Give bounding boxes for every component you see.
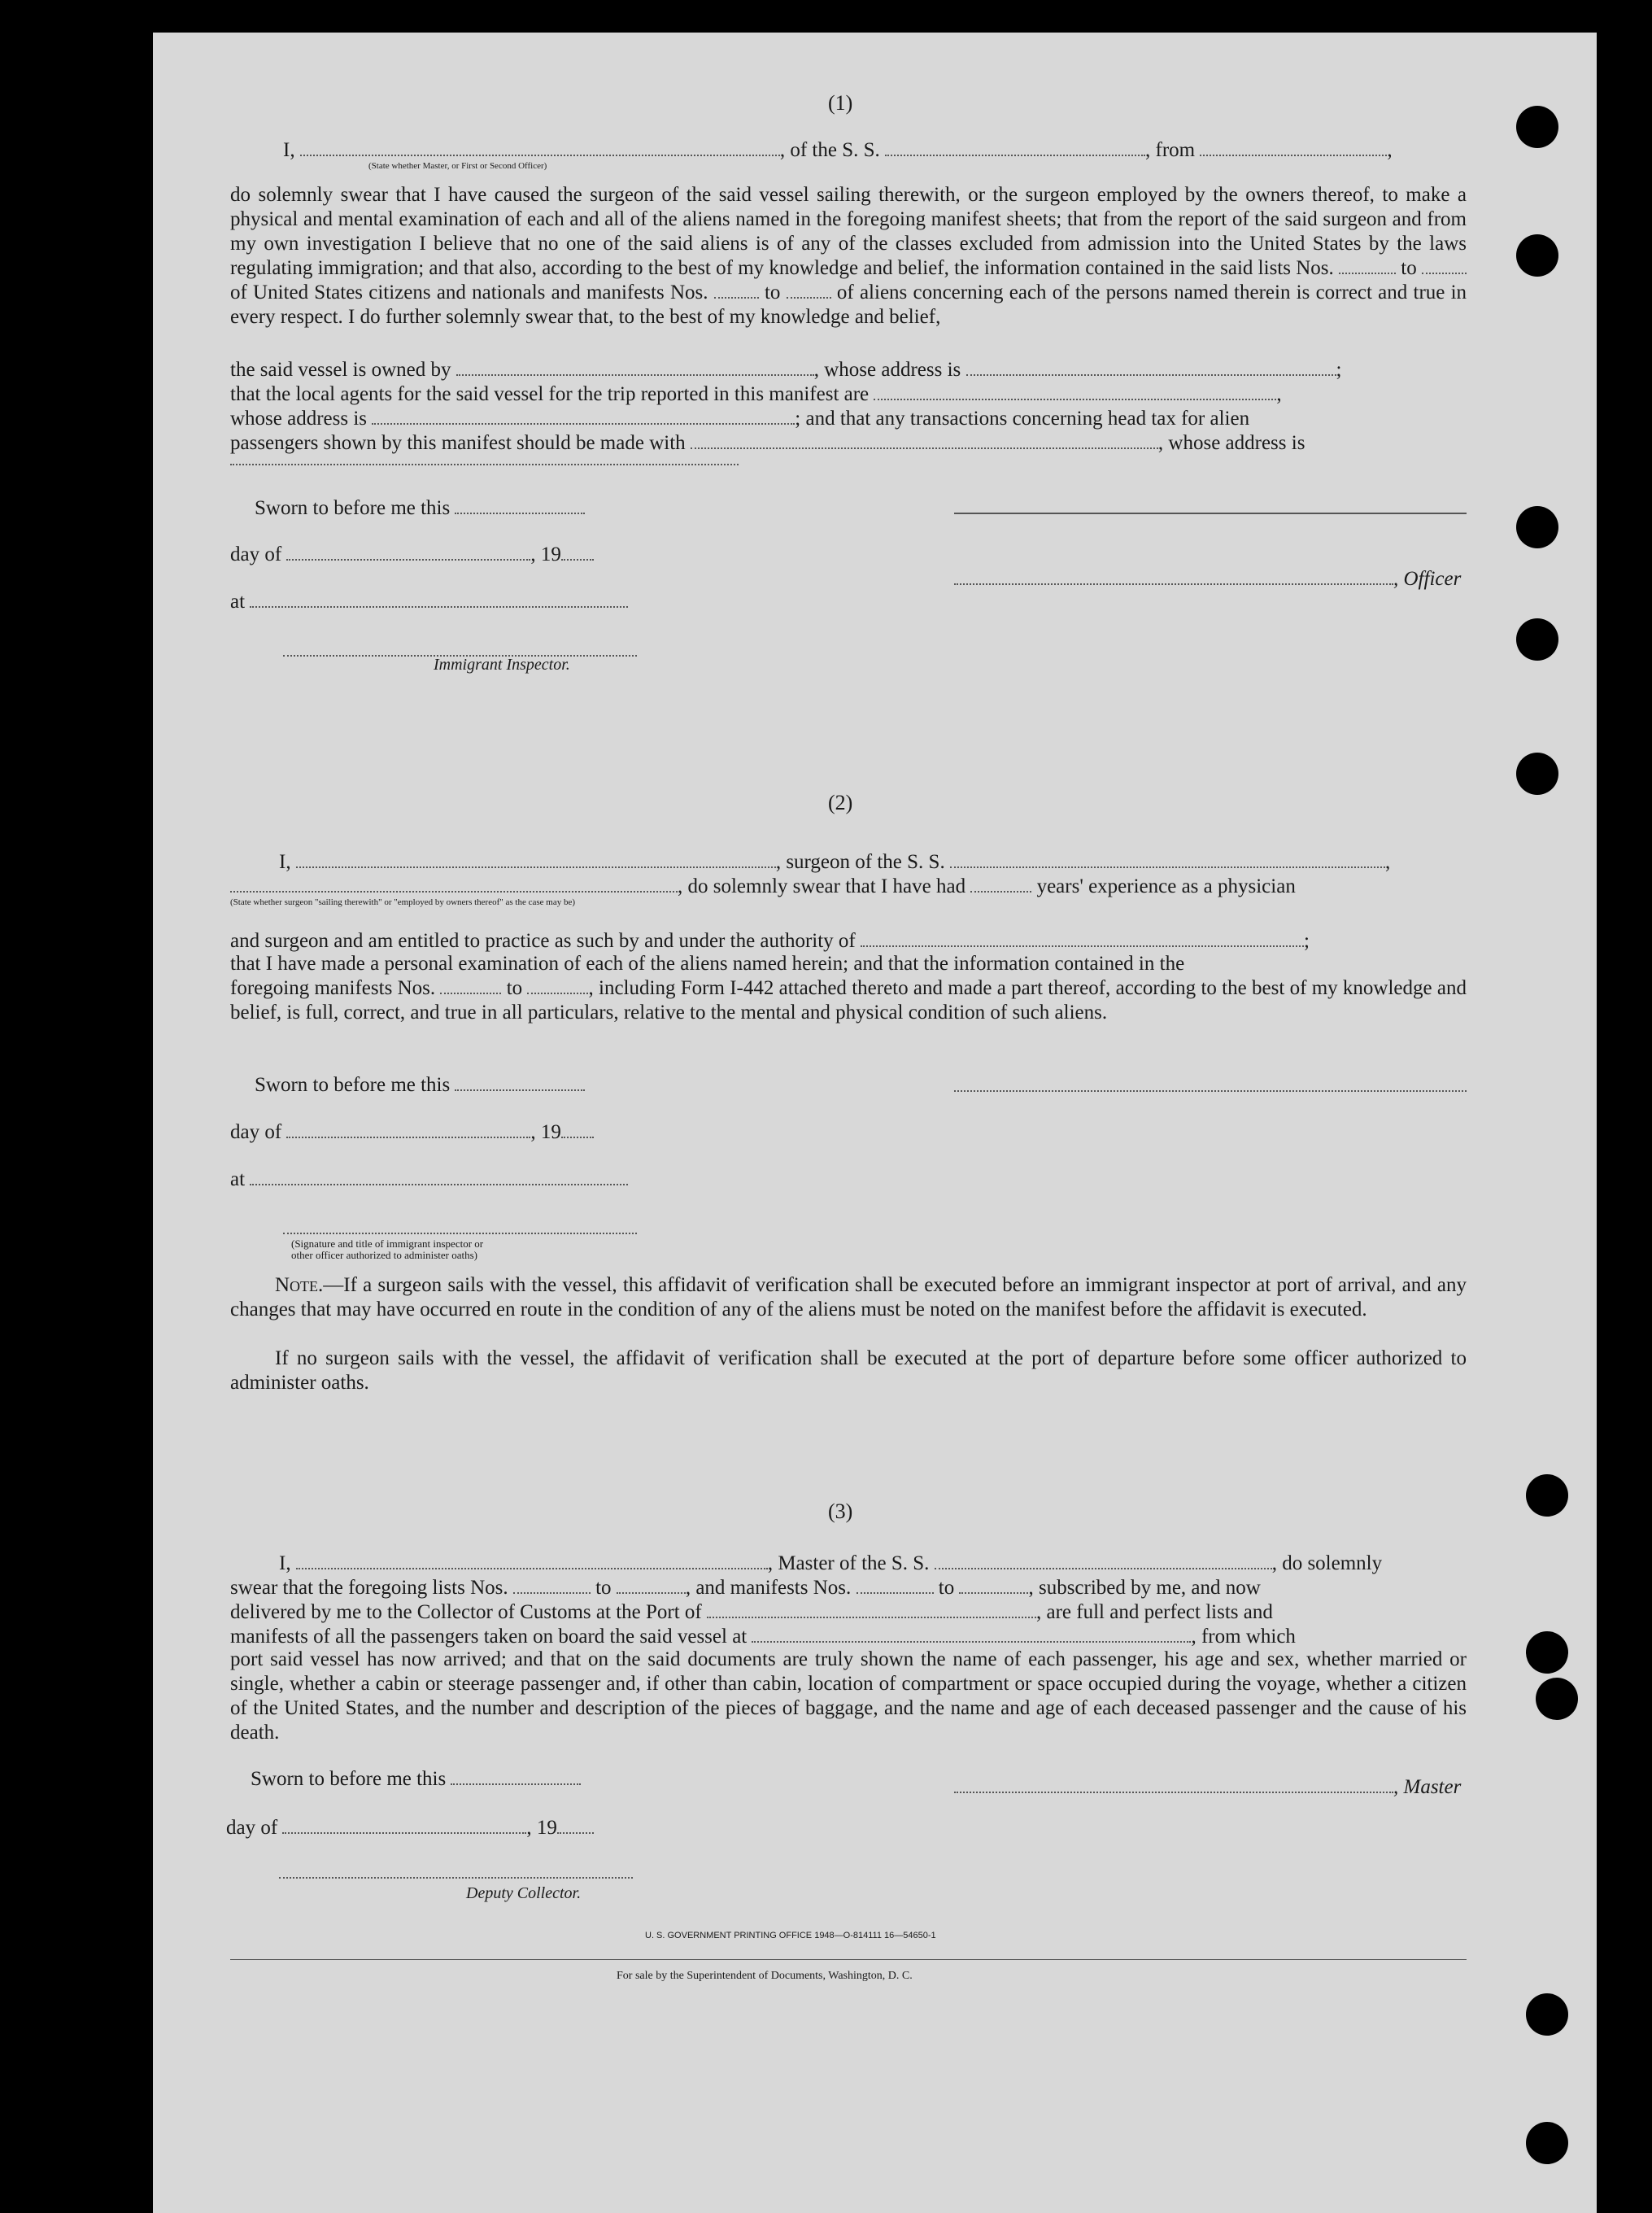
surgeon-name-field[interactable] (296, 849, 776, 868)
s2-vessel-field[interactable] (950, 849, 1385, 868)
s2-note: Note.—If a surgeon sails with the vessel, this affidavit of verification shall be executed before an immigrant inspector at port of arrival, and any changes that may have occurred en route in the condition of any of the aliens must be noted on the manifest before the affidavit is executed. (230, 1274, 1467, 1320)
gpo-imprint: U. S. GOVERNMENT PRINTING OFFICE 1948—O-814111 16—54650-1 (645, 1931, 936, 1940)
s3-line2: swear that the foregoing lists Nos. to , and manifests Nos. to , subscribed by me, and now (230, 1574, 1261, 1600)
s3-collector-label: Deputy Collector. (466, 1884, 582, 1902)
from-port-field[interactable] (1200, 137, 1387, 156)
s1-at: at (230, 588, 628, 614)
s1-place-field[interactable] (250, 588, 628, 608)
agents-address-field[interactable] (372, 405, 795, 425)
s3-boarding-port-field[interactable] (752, 1623, 1191, 1643)
punch-hole (1516, 506, 1558, 548)
s2-manifests-to-field[interactable] (527, 976, 588, 994)
s1-line1: I, , of the S. S. , from , (283, 137, 1393, 163)
punch-hole (1536, 1678, 1578, 1720)
s2-status-hint: (State whether surgeon "sailing therewith" or "employed by owners thereof" as the case may be) (230, 897, 576, 907)
s3-day-of: day of , 19 (226, 1814, 594, 1840)
sale-notice: For sale by the Superintendent of Documents, Washington, D. C. (617, 1970, 913, 1982)
years-experience-field[interactable] (970, 873, 1031, 893)
s1-passengers-line: passengers shown by this manifest should be made with , whose address is (230, 430, 1305, 456)
punch-hole (1516, 106, 1558, 148)
punch-hole (1516, 234, 1558, 277)
s2-sworn: Sworn to before me this (255, 1072, 585, 1098)
punch-hole (1526, 1631, 1568, 1674)
local-agents-field[interactable] (874, 381, 1276, 400)
s3-lists-to-field[interactable] (617, 1574, 686, 1594)
lists-to-field[interactable] (1422, 256, 1467, 274)
s1-officer: , Officer (954, 565, 1461, 591)
manifests-from-field[interactable] (714, 281, 759, 299)
s1-owned-line: the said vessel is owned by , whose address is ; (230, 356, 1341, 382)
s2-line2: , do solemnly swear that I have had years' experience as a physician (230, 873, 1296, 899)
s1-address-line: whose address is ; and that any transactions concerning head tax for alien (230, 405, 1249, 431)
s1-sworn: Sworn to before me this (255, 495, 585, 521)
form-page (153, 33, 1597, 2213)
s2-note-2: If no surgeon sails with the vessel, the affidavit of verification shall be executed at the port of departure before some officer authorized to administer oaths. (230, 1347, 1467, 1394)
s3-master-signature-field[interactable] (954, 1774, 1393, 1793)
owner-field[interactable] (456, 356, 814, 376)
s3-sworn-day-field[interactable] (451, 1766, 581, 1785)
lists-from-field[interactable] (1339, 256, 1396, 274)
s3-line3: delivered by me to the Collector of Customs at the Port of , are full and perfect lists and (230, 1599, 1273, 1625)
punch-hole (1516, 618, 1558, 661)
s3-body: port said vessel has now arrived; and that on the said documents are truly shown the name of each passenger, his age and sex, whether married or single, whether a cabin or steerage passenger and, if other than cabin, location of compartment or space occupied during the voyage, whether a citizen of the United States, and the number and description of the pieces of baggage, and the name and age of each deceased passenger and the cause of his death. (230, 1648, 1467, 1744)
s1-signature-line[interactable] (954, 513, 1467, 514)
s1-month-field[interactable] (286, 541, 530, 561)
s3-master-name-field[interactable] (296, 1550, 768, 1569)
s3-month-field[interactable] (282, 1814, 526, 1834)
punch-hole (1526, 1993, 1568, 2036)
s2-place-field[interactable] (250, 1166, 628, 1185)
s3-collector-line[interactable] (279, 1877, 633, 1879)
head-tax-contact-field[interactable] (691, 430, 1158, 449)
s2-authority-line: and surgeon and am entitled to practice as such by and under the authority of ; (230, 928, 1310, 954)
s3-lists-from-field[interactable] (513, 1574, 591, 1594)
s1-agents-line: that the local agents for the said vessel for the trip reported in this manifest are , (230, 381, 1282, 407)
s1-sworn-day-field[interactable] (455, 495, 585, 514)
s1-year-field[interactable] (561, 541, 594, 561)
officer-rank-field[interactable] (300, 137, 780, 156)
s2-inspector-line[interactable] (283, 1233, 637, 1234)
s2-sworn-day-field[interactable] (455, 1072, 585, 1091)
s1-officer-field[interactable] (954, 565, 1393, 585)
s3-port-field[interactable] (707, 1599, 1036, 1618)
s3-line1: I, , Master of the S. S. , do solemnly (279, 1550, 1382, 1576)
section-3-number: (3) (828, 1499, 853, 1523)
punch-hole (1516, 753, 1558, 795)
s3-vessel-field[interactable] (935, 1550, 1272, 1569)
s3-line4: manifests of all the passengers taken on board the said vessel at , from which (230, 1623, 1296, 1649)
s2-signature-line[interactable] (954, 1090, 1467, 1092)
s2-body: foregoing manifests Nos. to , including Form I-442 attached thereto and made a part thereof, according to the best of my knowledge and belief, is full, correct, and true in all particulars, relative to the mental and physical condition of such aliens. (230, 977, 1467, 1024)
manifests-to-field[interactable] (787, 281, 831, 299)
punch-hole (1526, 1474, 1568, 1517)
s2-manifests-from-field[interactable] (440, 976, 501, 994)
punch-hole (1526, 2122, 1568, 2164)
vessel-name-field[interactable] (885, 137, 1145, 156)
s2-line1: I, , surgeon of the S. S. , (279, 849, 1390, 875)
s2-sig-hint-2: other officer authorized to administer oaths) (291, 1249, 477, 1261)
head-tax-address-field[interactable] (230, 464, 739, 465)
s3-sworn: Sworn to before me this (251, 1766, 581, 1792)
s3-manifests-from-field[interactable] (857, 1574, 934, 1594)
s2-at: at (230, 1166, 628, 1192)
s1-rank-hint: (State whether Master, or First or Second Officer) (368, 161, 547, 171)
s1-inspector-label: Immigrant Inspector. (434, 656, 570, 674)
s1-day-of: day of , 19 (230, 541, 594, 567)
owner-address-field[interactable] (966, 356, 1336, 376)
s3-year-field[interactable] (557, 1814, 594, 1834)
s2-sig-hint-1: (Signature and title of immigrant inspector or (291, 1237, 484, 1250)
s3-manifests-to-field[interactable] (959, 1574, 1028, 1594)
footer-rule (230, 1959, 1467, 1960)
s2-day-of: day of , 19 (230, 1119, 594, 1145)
authority-field[interactable] (861, 928, 1304, 947)
s1-body: do solemnly swear that I have caused the surgeon of the said vessel sailing therewith, or the surgeon employed by the owners thereof, to make a physical and mental examination of each and all of the aliens named in the foregoing manifest sheets; that from the report of the said surgeon and from my own investigation I believe that no one of the said aliens is of any of the classes excluded from admission into the United States by the laws regulating immigration; and that also, according to the best of my knowledge and belief, the information contained in the said lists Nos. to of United States citizens and nationals and manifests Nos. to of aliens concerning each of the persons named therein is correct and true in every respect. I do further solemnly swear that, to the best of my knowledge and belief, (230, 184, 1467, 328)
s3-master: , Master (954, 1774, 1461, 1800)
section-1-number: (1) (828, 91, 853, 115)
surgeon-status-field[interactable] (230, 873, 678, 893)
section-2-number: (2) (828, 791, 853, 814)
s2-examined-line: that I have made a personal examination of each of the aliens named herein; and that the information contained in the (230, 953, 1185, 975)
s2-year-field[interactable] (561, 1119, 594, 1138)
s2-month-field[interactable] (286, 1119, 530, 1138)
